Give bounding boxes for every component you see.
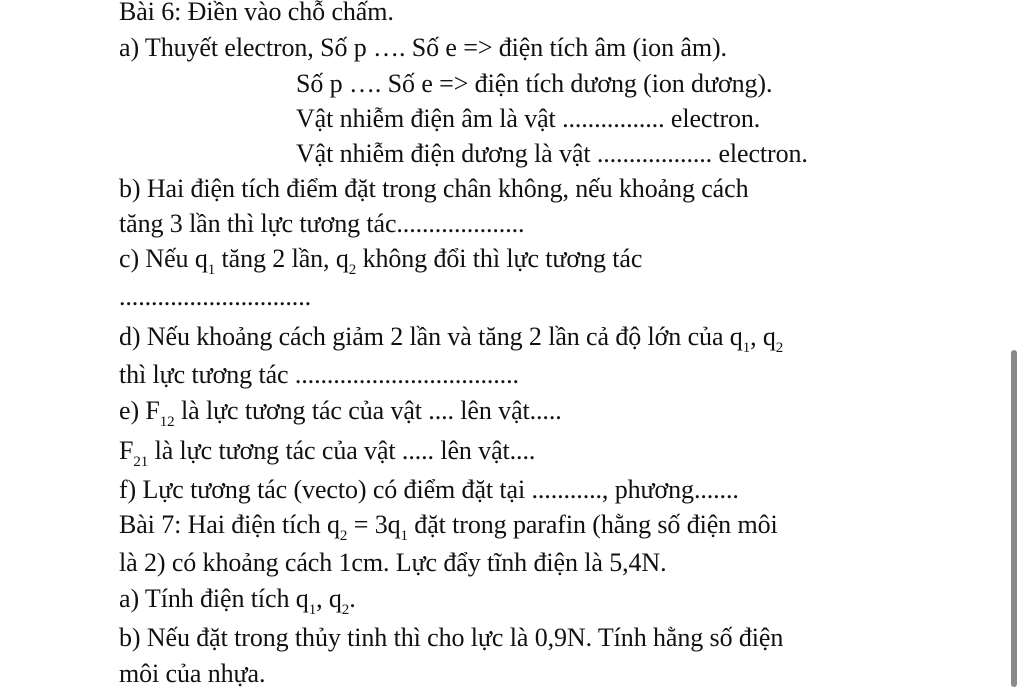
d-text-2: , q [750,322,776,351]
bai6-b-line1: b) Hai điện tích điểm đặt trong chân không, nếu khoảng cách [119,174,749,203]
e1-sub: 12 [159,414,175,430]
c-text-3: không đổi thì lực tương tác [356,244,643,273]
bai7-line1 [119,510,778,544]
c-text-1: c) Nếu q [119,244,208,273]
bai6-c-line1 [119,244,643,278]
e2-sub: 21 [133,454,149,470]
bai6-e-line2 [119,436,536,470]
bai7-text-3: đặt trong parafin (hằng số điện môi [407,510,778,539]
bai7-text-2: = 3q [347,510,401,539]
bai6-a-line4: Vật nhiễm điện dương là vật .................. electron. [296,139,808,168]
bai6-title: Bài 6: Điền vào chỗ chấm. [119,0,394,26]
c-sub-2: 2 [348,262,357,278]
c-sub-1: 1 [207,262,216,278]
bai6-c-line2: .............................. [119,282,312,311]
bai6-e-line1 [119,396,562,430]
bai6-a-line3: Vật nhiễm điện âm là vật ................ electron. [296,104,761,133]
d-text-1: d) Nếu khoảng cách giảm 2 lần và tăng 2 lần cả độ lớn của q [119,322,743,351]
bai7-line2: là 2) có khoảng cách 1cm. Lực đẩy tĩnh điện là 5,4N. [119,548,667,577]
bai6-d-line2: thì lực tương tác ................................... [119,360,519,389]
bai7a-text-1: a) Tính điện tích q [119,584,309,613]
bai7a-text-2: , q [316,584,342,613]
e1-text-1: e) F [119,396,160,425]
bai7a-sub-2: 2 [341,602,350,618]
bai7a-text-3: . [349,584,356,613]
bai7-sub-2: 1 [400,528,408,544]
d-sub-2: 2 [775,340,784,356]
bai7a-sub-1: 1 [308,602,317,618]
bai6-a-line2: Số p …. Số e => điện tích dương (ion dương). [296,69,773,98]
bai7-b-line1: b) Nếu đặt trong thủy tinh thì cho lực là 0,9N. Tính hằng số điện [119,623,784,652]
e1-text-2: là lực tương tác của vật .... lên vật..... [174,396,562,425]
bai6-a-line1: a) Thuyết electron, Số p …. Số e => điện tích âm (ion âm). [119,33,727,62]
vertical-scrollbar[interactable] [1011,350,1017,687]
bai6-b-line2: tăng 3 lần thì lực tương tác.................... [119,209,525,238]
c-text-2: tăng 2 lần, q [215,244,349,273]
bai7-a-line [119,584,356,618]
bai7-text-1: Bài 7: Hai điện tích q [119,510,340,539]
e2-text-1: F [119,436,134,465]
bai6-f-line1: f) Lực tương tác (vecto) có điểm đặt tại ..........., phương....... [119,475,739,504]
bai7-b-line2: môi của nhựa. [119,659,266,687]
d-sub-1: 1 [742,340,751,356]
bai6-d-line1 [119,322,784,356]
e2-text-2: là lực tương tác của vật ..... lên vật.... [148,436,536,465]
bai7-sub-1: 2 [339,528,348,544]
